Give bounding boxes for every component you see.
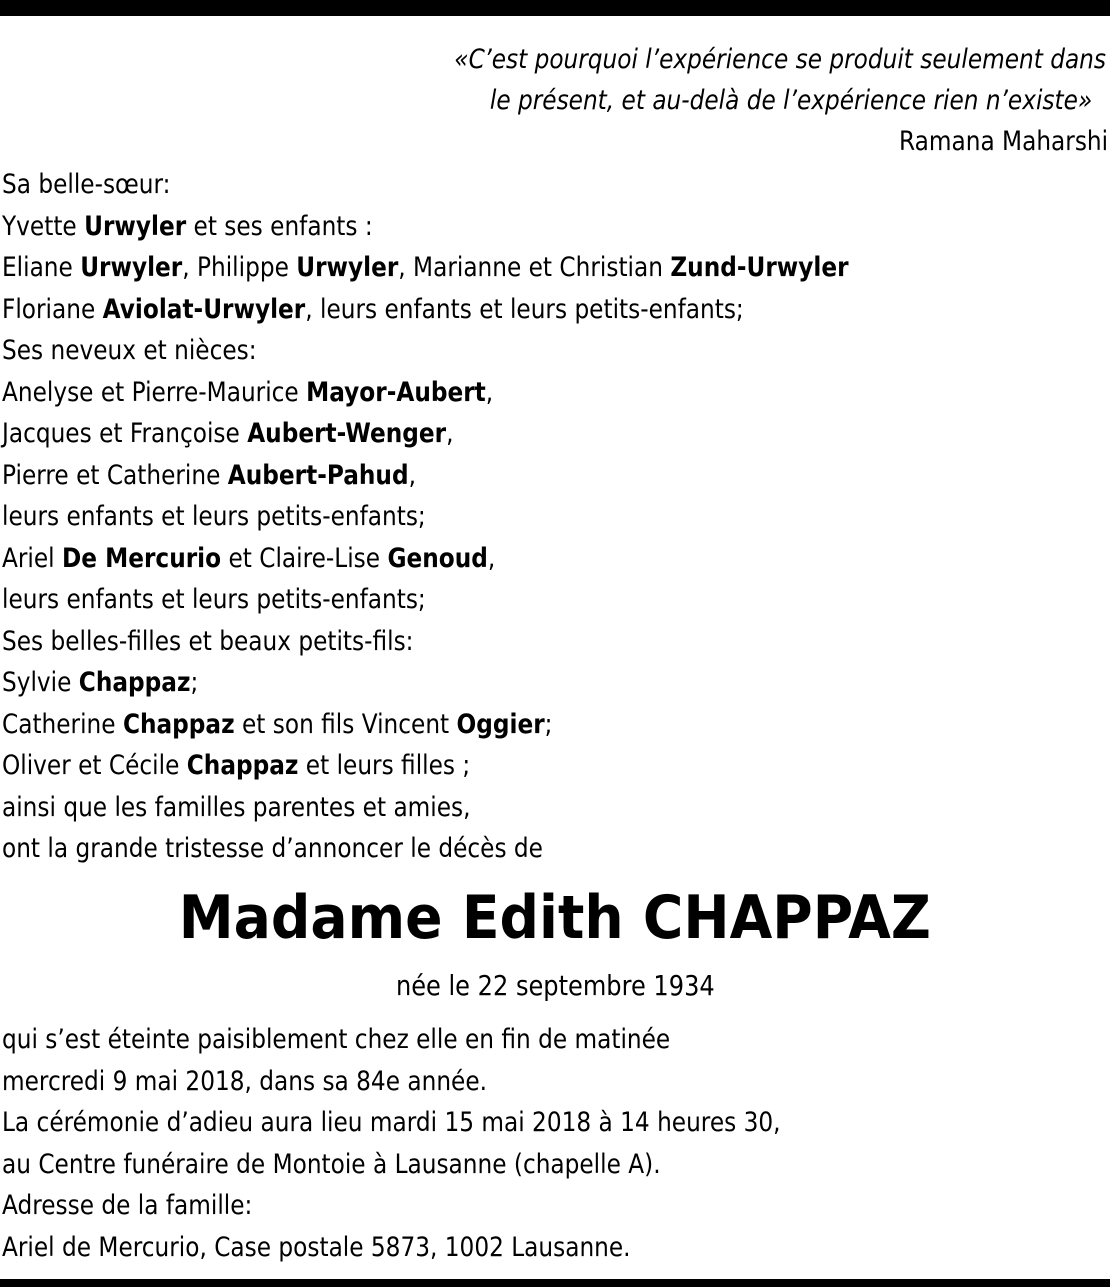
family-surname: Aubert-Pahud: [227, 459, 409, 491]
family-text: et leurs filles ;: [298, 750, 471, 781]
family-text: Sa belle-sœur:: [2, 169, 171, 200]
family-text: ;: [544, 708, 553, 740]
family-text: ,: [408, 459, 416, 491]
detail-line: La cérémonie d’adieu aura lieu mardi 15 mai 2018 à 14 heures 30,: [2, 1107, 781, 1138]
family-surname: Chappaz: [78, 667, 191, 698]
family-text: Ses belles-filles et beaux petits-fils:: [2, 625, 414, 657]
ceremony-details: [2, 1019, 1103, 1268]
family-line: [2, 745, 1103, 787]
family-text: ,: [485, 376, 494, 408]
family-text: Anelyse et Pierre-Maurice: [2, 376, 307, 408]
family-surname: Mayor-Aubert: [306, 376, 486, 408]
family-surname: Urwyler: [84, 210, 187, 242]
family-text: et son fils Vincent: [234, 708, 457, 740]
top-border-rule: [0, 0, 1110, 16]
family-line: [2, 289, 1103, 331]
detail-line: Ariel de Mercurio, Case postale 5873, 1002 Lausanne.: [2, 1231, 631, 1263]
family-line: [2, 206, 1103, 248]
family-text: Sylvie: [2, 667, 79, 698]
family-text: Catherine: [2, 708, 123, 740]
family-text: , Marianne et Christian: [398, 252, 671, 283]
family-text: ,: [446, 418, 454, 449]
family-line: [2, 413, 1103, 455]
family-text: ainsi que les familles parentes et amies,: [2, 791, 471, 823]
family-surname: Aviolat-Urwyler: [102, 293, 306, 325]
family-text: , Philippe: [182, 252, 297, 283]
birth-date: [0, 966, 1110, 1006]
family-text: leurs enfants et leurs petits-enfants;: [2, 584, 426, 615]
family-line: [2, 787, 1103, 829]
family-text: ont la grande tristesse d’annoncer le décès de: [2, 833, 543, 864]
bottom-border-rule: [0, 1279, 1110, 1287]
family-surname: Oggier: [456, 708, 545, 740]
family-line: [2, 579, 1103, 621]
family-surname: Aubert-Wenger: [247, 418, 447, 449]
family-line: [2, 164, 1103, 206]
family-surname: Urwyler: [296, 252, 399, 283]
detail-line: mercredi 9 mai 2018, dans sa 84e année.: [2, 1065, 487, 1097]
family-text: et Claire-Lise: [221, 542, 388, 574]
deceased-name: [0, 876, 1110, 960]
family-line: [2, 662, 1103, 704]
family-line: [2, 704, 1103, 746]
birth-date-text: née le 22 septembre 1934: [395, 969, 715, 1002]
family-surname: Zund-Urwyler: [670, 252, 849, 283]
quote-line-2: le présent, et au-delà de l’expérience rien n’existe»: [489, 85, 1093, 116]
family-text: ;: [190, 667, 199, 698]
family-surname: Urwyler: [80, 252, 183, 283]
family-surname: Chappaz: [122, 708, 235, 740]
family-line: [2, 372, 1103, 414]
family-surname: Genoud: [387, 542, 488, 574]
epigraph-quote: [246, 39, 1106, 121]
family-line: [2, 538, 1103, 580]
family-line: [2, 330, 1103, 372]
family-text: Jacques et Françoise: [2, 418, 248, 449]
family-text: Yvette: [2, 210, 85, 242]
family-line: [2, 496, 1103, 538]
family-line: [2, 621, 1103, 663]
family-text: et ses enfants :: [186, 210, 373, 242]
family-text: Eliane: [2, 252, 81, 283]
family-text: Oliver et Cécile: [2, 750, 187, 781]
family-text: ,: [487, 542, 496, 574]
family-announcement: [2, 164, 1103, 870]
family-line: [2, 455, 1103, 497]
family-text: leurs enfants et leurs petits-enfants;: [2, 501, 426, 532]
detail-line: qui s’est éteinte paisiblement chez elle en fin de matinée: [2, 1024, 671, 1055]
family-text: , leurs enfants et leurs petits-enfants;: [305, 293, 744, 325]
family-text: Ses neveux et nièces:: [2, 335, 257, 366]
quote-author: Ramana Maharshi: [898, 126, 1108, 157]
family-text: Floriane: [2, 293, 103, 325]
family-surname: Chappaz: [186, 750, 299, 781]
deceased-name-text: Madame Edith CHAPPAZ: [178, 883, 932, 953]
family-surname: De Mercurio: [62, 542, 222, 574]
family-line: [2, 828, 1103, 870]
family-text: Pierre et Catherine: [2, 459, 228, 491]
detail-line: au Centre funéraire de Montoie à Lausanne (chapelle A).: [2, 1148, 661, 1180]
quote-line-1: «C’est pourquoi l’expérience se produit seulement dans: [454, 44, 1107, 75]
family-line: [2, 247, 1103, 289]
detail-line: Adresse de la famille:: [2, 1190, 253, 1221]
family-text: Ariel: [2, 542, 63, 574]
